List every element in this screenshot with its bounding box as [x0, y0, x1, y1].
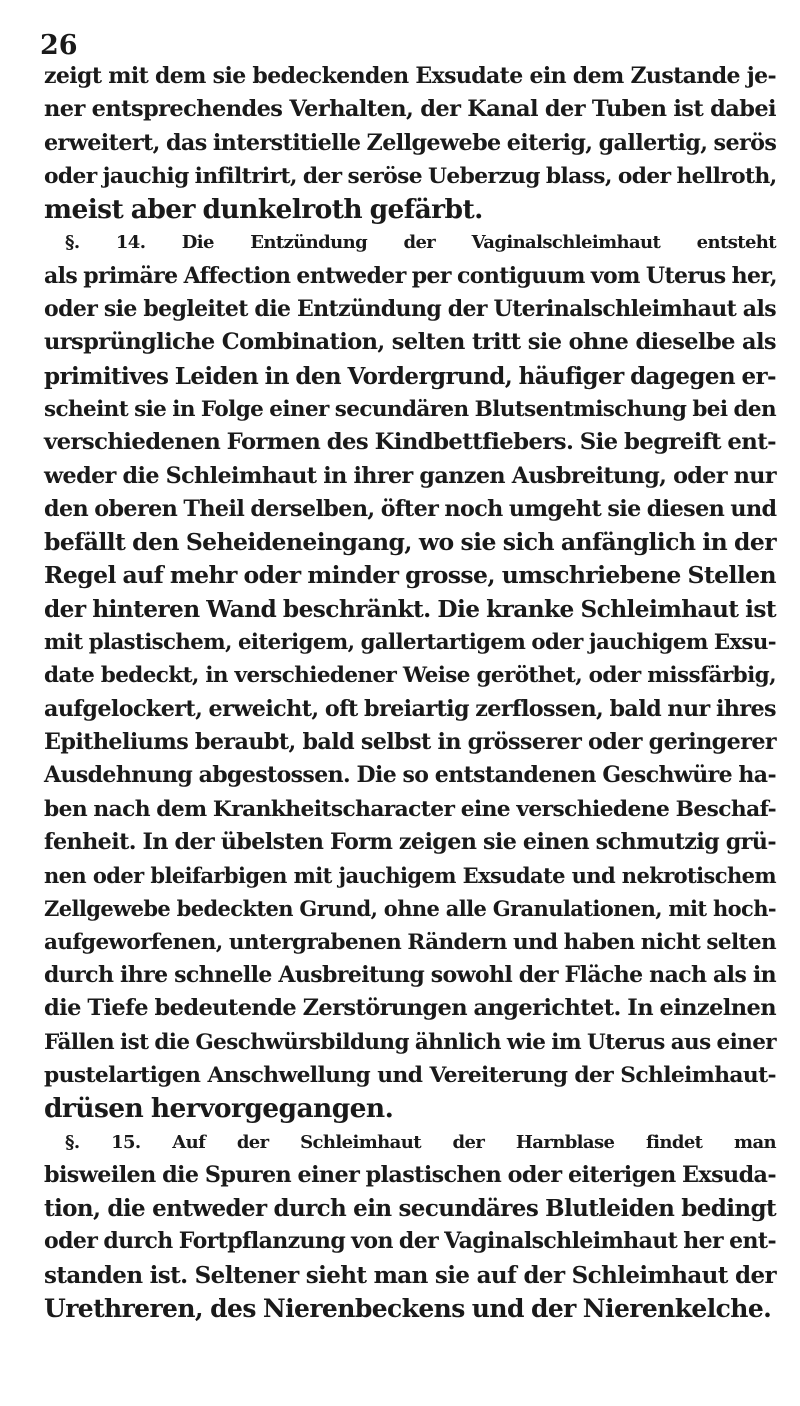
text-line: ben nach dem Krankheitscharacter eine verschiedene Beschaf-	[44, 796, 776, 822]
text-line: primitives Leiden in den Vordergrund, häufiger dagegen er-	[44, 362, 776, 390]
text-line: oder jauchig infiltrirt, der seröse Ueberzug blass, oder hellroth,	[44, 163, 777, 189]
text-line: Zellgewebe bedeckten Grund, ohne alle Granulationen, mit hoch-	[44, 896, 776, 922]
text-line: den oberen Theil derselben, öfter noch umgeht sie diesen und	[44, 495, 777, 522]
text-line: aufgelockert, erweicht, oft breiartig zerflossen, bald nur ihres	[44, 695, 776, 722]
text-line: mit plastischem, eiterigem, gallertartigem oder jauchigem Exsu-	[44, 630, 776, 656]
text-line: oder sie begleitet die Entzündung der Uterinalschleimhaut als	[44, 296, 776, 323]
text-line: Regel auf mehr oder minder grosse, umschriebene Stellen	[44, 561, 776, 590]
page-number: 26	[40, 30, 78, 61]
text-line: Epitheliums beraubt, bald selbst in grösserer oder geringerer	[44, 728, 776, 755]
text-line: verschiedenen Formen des Kindbettfiebers. Sie begreift ent-	[44, 429, 776, 456]
text-line: §. 14. Die Entzündung der Vaginalschleimhaut entsteht	[65, 232, 776, 254]
text-line: weder die Schleimhaut in ihrer ganzen Ausbreitung, oder nur	[44, 462, 776, 489]
text-line: fenheit. In der übelsten Form zeigen sie einen schmutzig grü-	[44, 828, 776, 855]
text-line: Fällen ist die Geschwürsbildung ähnlich wie im Uterus aus einer	[44, 1029, 776, 1055]
body-text	[44, 60, 776, 1325]
text-line: Urethreren, des Nierenbeckens und der Nierenkelche.	[44, 1293, 772, 1323]
text-line: nen oder bleifarbigen mit jauchigem Exsudate und nekrotischem	[44, 863, 776, 889]
text-line: zeigt mit dem sie bedeckenden Exsudate ein dem Zustande je-	[44, 63, 776, 89]
text-line: oder durch Fortpflanzung von der Vaginalschleimhaut her ent-	[44, 1228, 776, 1255]
text-line: meist aber dunkelroth gefärbt.	[44, 194, 483, 226]
text-line: pustelartigen Anschwellung und Vereiterung der Schleimhaut-	[44, 1062, 776, 1088]
text-line: scheint sie in Folge einer secundären Blutsentmischung bei den	[44, 396, 776, 422]
text-line: §. 15. Auf der Schleimhaut der Harnblase findet man	[65, 1131, 776, 1153]
text-line: tion, die entweder durch ein secundäres Blutleiden bedingt	[44, 1195, 776, 1223]
text-line: befällt den Seheideneingang, wo sie sich anfänglich in der	[44, 528, 776, 557]
text-line: bisweilen die Spuren einer plastischen oder eiterigen Exsuda-	[44, 1161, 776, 1188]
text-line: Ausdehnung abgestossen. Die so entstandenen Geschwüre ha-	[44, 762, 776, 789]
text-line: ursprüngliche Combination, selten tritt sie ohne dieselbe als	[44, 329, 776, 356]
text-line: durch ihre schnelle Ausbreitung sowohl der Fläche nach als in	[44, 962, 776, 989]
text-line: aufgeworfenen, untergrabenen Rändern und haben nicht selten	[44, 929, 776, 955]
text-line: der hinteren Wand beschränkt. Die kranke Schleimhaut ist	[44, 595, 776, 623]
text-line: ner entsprechendes Verhalten, der Kanal der Tuben ist dabei	[44, 96, 776, 123]
text-line: als primäre Affection entweder per contiguum vom Uterus her,	[44, 262, 777, 289]
text-line: drüsen hervorgegangen.	[44, 1093, 394, 1125]
text-line: date bedeckt, in verschiedener Weise geröthet, oder missfärbig,	[44, 663, 776, 689]
text-line: standen ist. Seltener sieht man sie auf der Schleimhaut der	[44, 1261, 776, 1289]
text-line: die Tiefe bedeutende Zerstörungen angerichtet. In einzelnen	[44, 995, 776, 1022]
text-line: erweitert, das interstitielle Zellgewebe eiterig, gallertig, serös	[44, 129, 777, 156]
